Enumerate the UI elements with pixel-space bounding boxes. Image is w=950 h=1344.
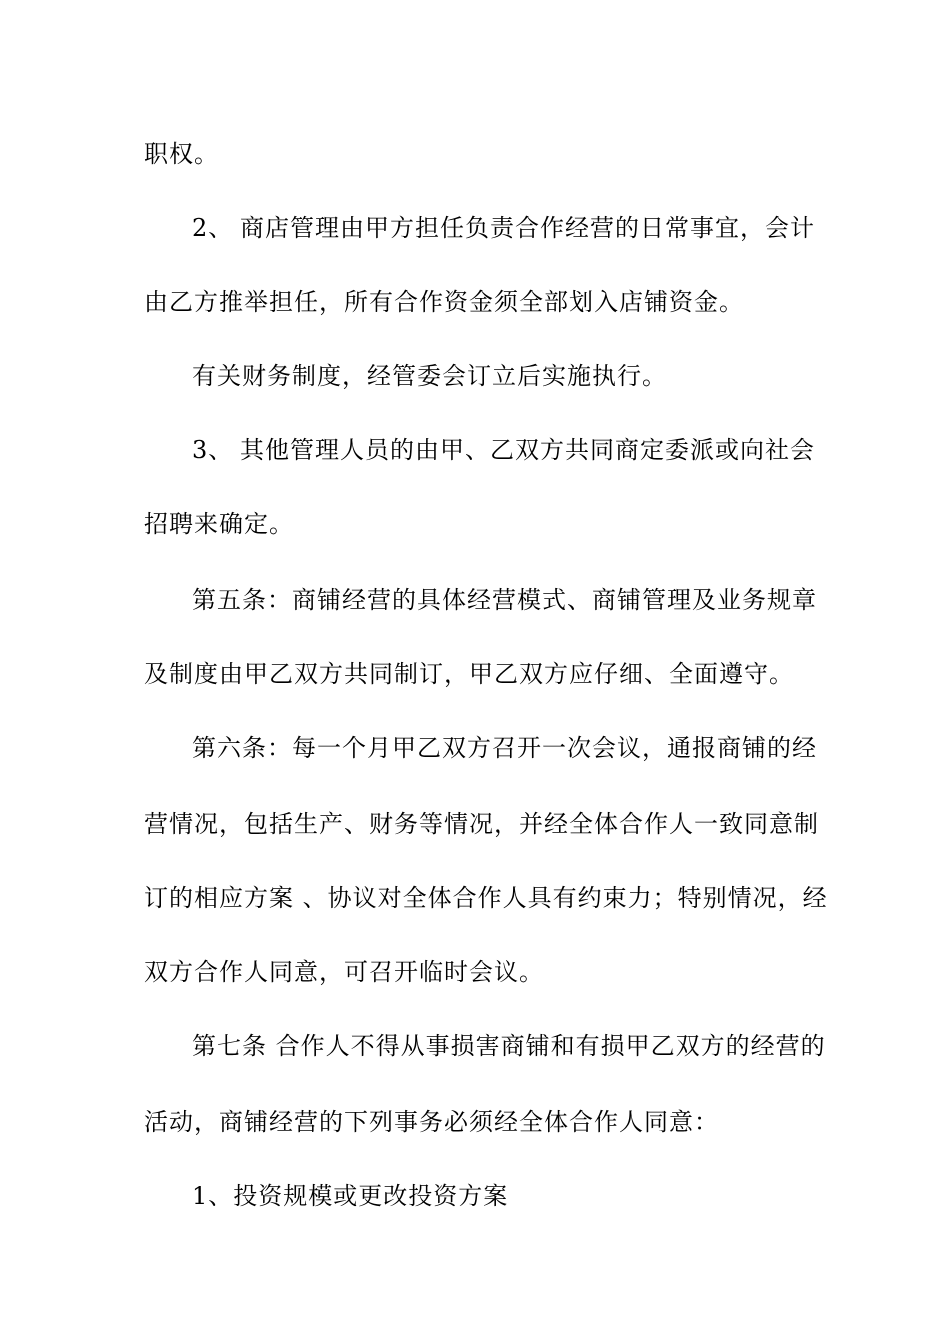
item-number: 2、 (192, 214, 234, 242)
paragraph-line: 有关财务制度，经管委会订立后实施执行。 (192, 362, 667, 390)
paragraph-line: 职权。 (144, 140, 219, 168)
paragraph-text: 商店管理由甲方担任负责合作经营的日常事宜，会计 (240, 214, 815, 242)
paragraph-line: 及制度由甲乙双方共同制订，甲乙双方应仔细、全面遵守。 (144, 660, 794, 688)
paragraph-line: 第五条：商铺经营的具体经营模式、商铺管理及业务规章 (192, 586, 817, 614)
numbered-paragraph-line (0, 208, 950, 248)
paragraph-line: 招聘来确定。 (144, 510, 294, 538)
numbered-paragraph-line (0, 430, 950, 470)
paragraph-line: 双方合作人同意，可召开临时会议。 (144, 958, 544, 986)
paragraph-line: 营情况，包括生产、财务等情况，并经全体合作人一致同意制 (144, 810, 819, 838)
paragraph-line: 活动，商铺经营的下列事务必须经全体合作人同意： (144, 1108, 719, 1136)
paragraph-line: 由乙方推举担任，所有合作资金须全部划入店铺资金。 (144, 288, 744, 316)
paragraph-line: 第六条：每一个月甲乙双方召开一次会议，通报商铺的经 (192, 734, 817, 762)
paragraph-line: 第七条 合作人不得从事损害商铺和有损甲乙双方的经营的 (192, 1032, 826, 1060)
paragraph-line: 1、投资规模或更改投资方案 (192, 1182, 509, 1210)
paragraph-text: 其他管理人员的由甲、乙双方共同商定委派或向社会 (240, 436, 815, 464)
paragraph-line: 订的相应方案 、协议对全体合作人具有约束力；特别情况，经 (144, 884, 828, 912)
item-number: 3、 (192, 436, 234, 464)
